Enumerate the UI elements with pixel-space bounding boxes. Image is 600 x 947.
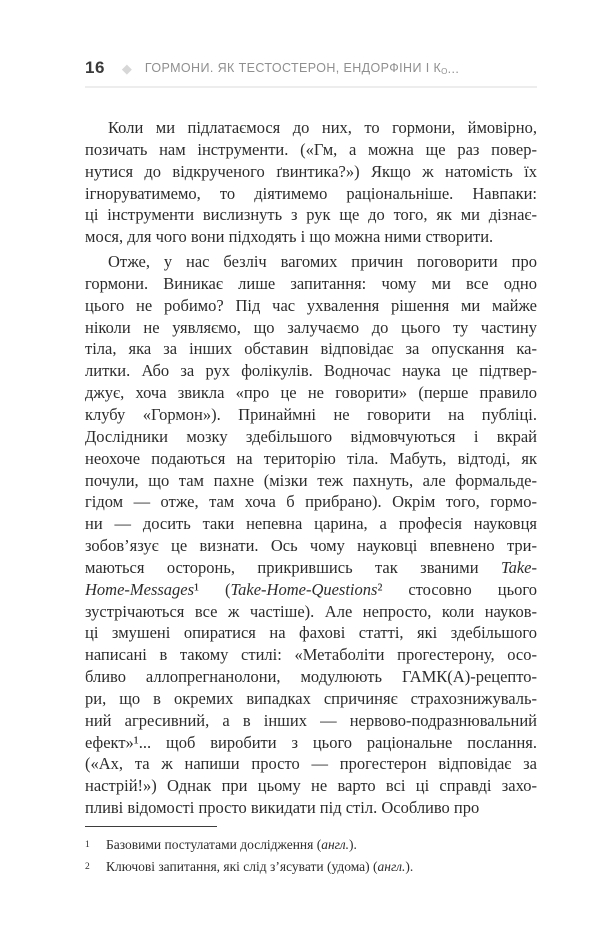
- text-line: ігноруватимемо, то діятимемо раціональніше. Навпаки:: [85, 183, 537, 203]
- text-line: ни — досить таки непевна царина, а професія науковця: [85, 514, 537, 534]
- text-line: бливо аллопрегнанолони, модулюють ГАМК(А)-рецепто-: [85, 667, 537, 687]
- footnote-marker: 1: [85, 840, 90, 850]
- text-line: ці інструменти вислизнуть з рук ще до того, як ми дізнає-: [85, 205, 537, 225]
- text-line: ефект»¹... щоб виробити з цього раціональне послання.: [85, 732, 537, 752]
- text-line: маються осторонь, прикрившись так званими Take-: [85, 557, 537, 577]
- text-line: написані в такому стилі: «Метаболіти прогестерону, осо-: [85, 645, 537, 665]
- text-line: гормони. Виникає лише запитання: чому ми все одно: [85, 273, 537, 293]
- footnote-marker: 2: [85, 862, 90, 873]
- text-line: ці змушені опиратися на фахові статті, які здебільшого: [85, 623, 537, 643]
- footnote: [85, 834, 537, 856]
- text-line: джує, хоча звикла «про це не говорити» (перше правило: [85, 383, 537, 403]
- footnote-list: [85, 834, 537, 879]
- running-title-ellipsis: ...: [447, 61, 460, 76]
- running-title-co: О: [441, 66, 448, 76]
- paragraph-2: [85, 251, 537, 819]
- text-line: Дослідники мозку здебільшого відмовчуються і вкрай: [85, 426, 537, 446]
- page-header: [85, 58, 537, 78]
- text-line: клубу «Гормон»). Принаймні не говорити на публіці.: [85, 404, 537, 424]
- page-body: [85, 117, 537, 819]
- footnote: [85, 856, 537, 878]
- text-line: литки. Або за рух фолікулів. Водночас наука це підтвер-: [85, 361, 537, 381]
- header-rule: [85, 86, 537, 88]
- running-title-main: ГОРМОНИ. ЯК ТЕСТОСТЕРОН, ЕНДОРФІНИ І К: [144, 60, 442, 75]
- text-line: ний агресивний, а в інших — нервово-подразнювальний: [85, 710, 537, 730]
- text-line: мося, для чого вони підходять і що можна ними створити.: [85, 227, 494, 247]
- text-line: нутися до відкрученого ґвинтика?») Якщо ж натомість їх: [85, 161, 537, 181]
- footnote-text: Базовими постулатами дослідження (англ.).: [106, 837, 357, 852]
- text-line: тіла, яка за інших обставин відповідає за опускання ка-: [85, 339, 537, 359]
- text-line: зустрічаються все ж частіше). Але непросто, коли науков-: [85, 601, 537, 621]
- text-line: («Ах, та ж напиши просто — прогестерон відповідає за: [85, 754, 537, 774]
- page-number: 16: [85, 58, 105, 77]
- diamond-icon: ◆: [121, 60, 132, 76]
- footnotes-section: [85, 826, 537, 879]
- text-line: ри, що в окремих випадках спричиняє страхознижуваль-: [85, 688, 537, 708]
- text-line: гідом — отже, там хоча б прибрано). Окрім того, гормо-: [85, 492, 537, 512]
- text-line: позичать нам інструменти. («Гм, а можна ще раз повер-: [85, 139, 537, 159]
- text-line: Отже, у нас безліч вагомих причин поговорити про: [108, 252, 537, 272]
- footnote-rule: [85, 826, 217, 827]
- text-line: пливі відомості просто викидати під стіл. Особливо про: [85, 798, 480, 818]
- text-line: неохоче подаються на територію тіла. Мабуть, відтоді, як: [85, 448, 537, 468]
- text-line: Коли ми підлатаємося до них, то гормони, ймовірно,: [108, 118, 537, 137]
- paragraph-1: [85, 117, 537, 248]
- text-line: Home-Messages¹ (Take-Home-Questions² стосовно цього: [85, 579, 537, 599]
- text-line: цього не робимо? Під час ухвалення рішення ми майже: [85, 295, 537, 315]
- text-line: зобов’язує це визнати. Ось чому науковці впевнено три-: [85, 536, 537, 556]
- text-line: почули, що там пахне (мізки теж пахнуть, але формальде-: [85, 470, 537, 490]
- text-line: настрій!») Однак при цьому не варто всі ці справді захо-: [85, 776, 537, 796]
- text-line: ніколи не уявляємо, що залучаємо до цього ту частину: [85, 317, 537, 337]
- running-title: [145, 61, 459, 76]
- footnote-text: Ключові запитання, які слід з’ясувати (удома) (англ.).: [106, 859, 414, 875]
